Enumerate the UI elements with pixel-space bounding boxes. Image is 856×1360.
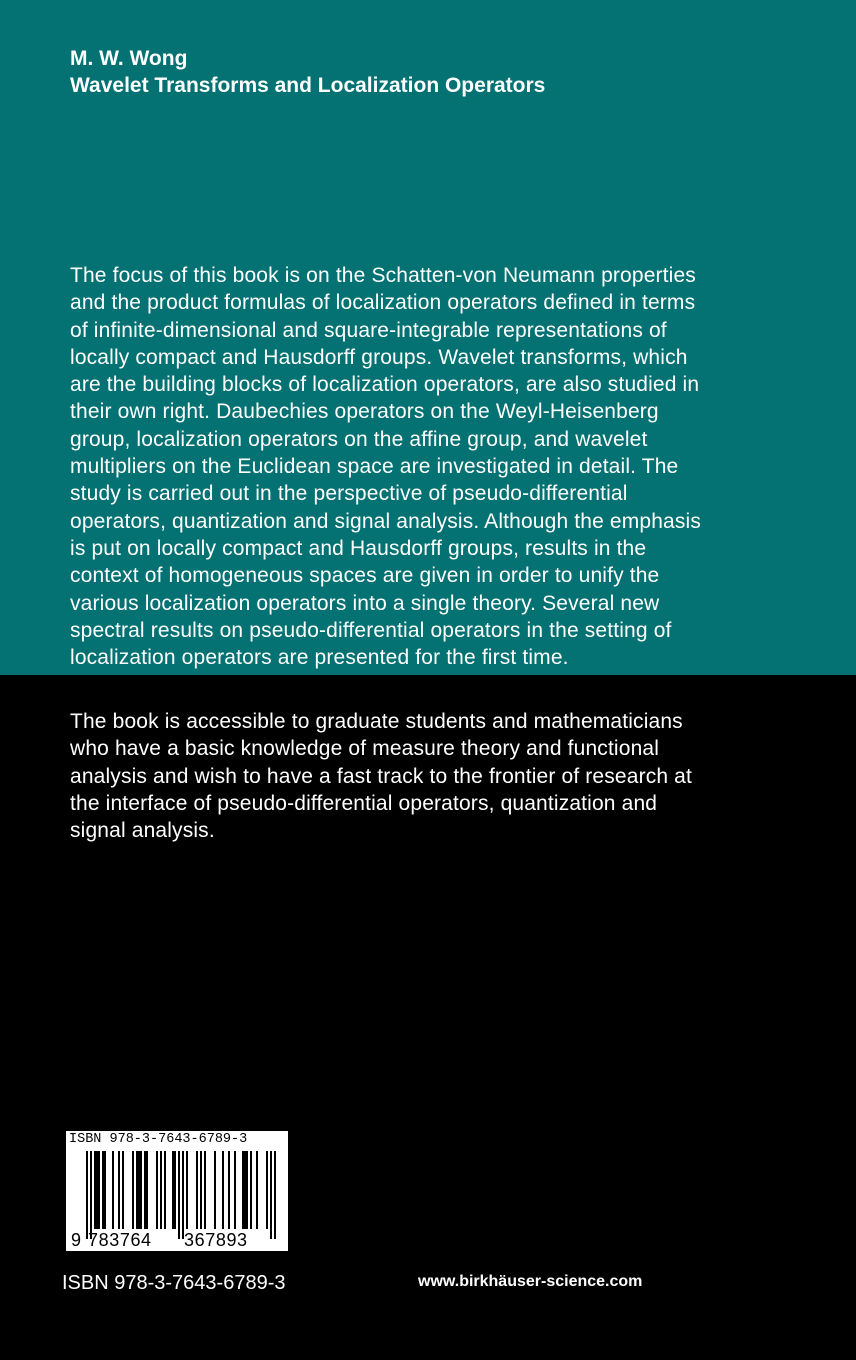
- barcode-bar: [256, 1151, 258, 1229]
- text-line: locally compact and Hausdorff groups. Wavelet transforms, which: [70, 345, 688, 369]
- barcode-right-digits: 367893: [184, 1230, 248, 1250]
- barcode-bar: [186, 1151, 188, 1229]
- barcode-bar: [196, 1151, 198, 1229]
- barcode-bar: [104, 1151, 106, 1229]
- barcode-bar: [122, 1151, 124, 1229]
- description-paragraph-2: [70, 708, 830, 844]
- barcode-bar: [94, 1151, 96, 1229]
- text-line: operators, quantization and signal analysis. Although the emphasis: [70, 509, 701, 533]
- barcode-bar: [234, 1151, 236, 1229]
- barcode-bar: [102, 1151, 104, 1229]
- text-line: multipliers on the Euclidean space are investigated in detail. The: [70, 455, 679, 479]
- isbn-text: ISBN 978-3-7643-6789-3: [62, 1272, 286, 1294]
- barcode-isbn-label: ISBN 978-3-7643-6789-3: [69, 1132, 248, 1147]
- barcode-bar: [136, 1151, 138, 1229]
- barcode-bar: [204, 1151, 206, 1229]
- text-line: context of homogeneous spaces are given in order to unify the: [70, 564, 660, 588]
- text-line: localization operators are presented for the first time.: [70, 646, 569, 670]
- barcode-bar: [112, 1151, 114, 1229]
- barcode-bar: [214, 1151, 216, 1229]
- barcode-bar: [98, 1151, 100, 1229]
- book-title: Wavelet Transforms and Localization Operators: [70, 74, 546, 97]
- isbn-barcode: [66, 1131, 288, 1251]
- barcode-guard-bar: [90, 1151, 92, 1239]
- author-name: M. W. Wong: [70, 47, 188, 70]
- text-line: their own right. Daubechies operators on the Weyl-Heisenberg: [70, 400, 659, 424]
- barcode-guard-bar: [270, 1151, 272, 1239]
- text-line: study is carried out in the perspective of pseudo-differential: [70, 482, 628, 506]
- text-line: are the building blocks of localization operators, are also studied in: [70, 373, 700, 397]
- text-line: The focus of this book is on the Schatten-von Neumann properties: [70, 264, 696, 287]
- text-line: spectral results on pseudo-differential operators in the setting of: [70, 618, 672, 642]
- text-line: of infinite-dimensional and square-integrable representations of: [70, 318, 667, 342]
- text-line: who have a basic knowledge of measure theory and functional: [70, 737, 660, 761]
- text-line: analysis and wish to have a fast track to the frontier of research at: [70, 764, 692, 788]
- text-line: is put on locally compact and Hausdorff groups, results in the: [70, 536, 647, 560]
- barcode-bar: [200, 1151, 202, 1229]
- barcode-guard-bar: [178, 1151, 180, 1239]
- barcode-bar: [164, 1151, 166, 1229]
- barcode-bar: [222, 1151, 224, 1229]
- barcode-bar: [132, 1151, 134, 1229]
- barcode-bar: [242, 1151, 244, 1229]
- barcode-bar: [172, 1151, 174, 1229]
- barcode-bar: [250, 1151, 252, 1229]
- publisher-website: www.birkhäuser-science.com: [418, 1273, 643, 1290]
- barcode-bar: [266, 1151, 268, 1229]
- barcode-bar: [156, 1151, 158, 1229]
- text-line: The book is accessible to graduate students and mathematicians: [70, 710, 683, 733]
- barcode-first-digit: 9: [71, 1230, 82, 1250]
- barcode-bar: [96, 1151, 98, 1229]
- text-line: the interface of pseudo-differential operators, quantization and: [70, 791, 658, 815]
- barcode-bar: [144, 1151, 146, 1229]
- barcode-bar: [118, 1151, 120, 1229]
- barcode-guard-bar: [274, 1151, 276, 1239]
- barcode-bar: [138, 1151, 140, 1229]
- barcode-bar: [228, 1151, 230, 1229]
- barcode-bar: [244, 1151, 246, 1229]
- barcode-guard-bar: [86, 1151, 88, 1239]
- text-line: various localization operators into a single theory. Several new: [70, 591, 660, 615]
- barcode-bar: [140, 1151, 142, 1229]
- text-line: group, localization operators on the affine group, and wavelet: [70, 427, 648, 451]
- barcode-bar: [246, 1151, 248, 1229]
- barcode-bar: [160, 1151, 162, 1229]
- barcode-guard-bar: [182, 1151, 184, 1239]
- description-paragraph-1: [70, 262, 830, 671]
- text-line: and the product formulas of localization operators defined in terms: [70, 291, 696, 315]
- barcode-bar: [146, 1151, 148, 1229]
- barcode-bar: [174, 1151, 176, 1229]
- barcode-left-digits: 783764: [88, 1230, 152, 1250]
- text-line: signal analysis.: [70, 819, 215, 843]
